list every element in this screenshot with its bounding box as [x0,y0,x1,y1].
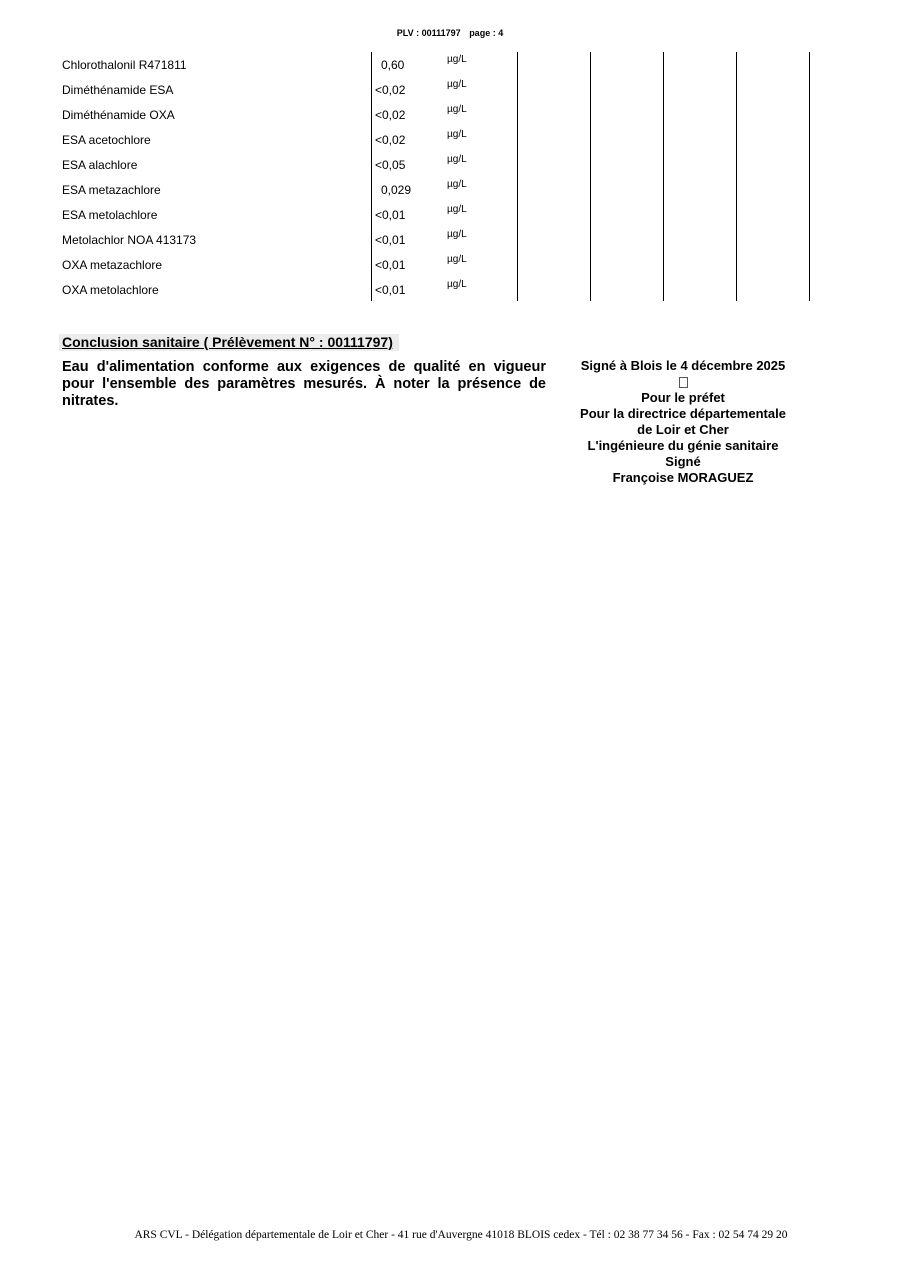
table-row [0,77,900,102]
table-row [0,202,900,227]
parameter-name: Diméthénamide ESA [62,83,174,97]
parameter-value: <0,01 [375,283,406,297]
parameter-name: OXA metazachlore [62,258,163,272]
parameter-name: ESA metazachlore [62,183,161,197]
parameter-value: 0,029 [381,183,412,197]
missing-glyph-icon [679,377,688,388]
parameter-unit: µg/L [447,54,467,65]
signature-department: de Loir et Cher [637,422,729,438]
table-row [0,52,900,77]
plv-number: PLV : 00111797 [396,28,461,38]
page-number: page : 4 [469,28,504,38]
table-row [0,277,900,302]
parameter-name: ESA acetochlore [62,133,151,147]
parameter-name: Diméthénamide OXA [62,108,175,122]
conclusion-title: Conclusion sanitaire ( Prélèvement N° : 00111797) [59,334,399,351]
table-row [0,252,900,277]
parameter-value: 0,60 [381,58,405,72]
parameter-name: Metolachlor NOA 413173 [62,233,197,247]
parameter-unit: µg/L [447,204,467,215]
parameter-value: <0,01 [375,208,406,222]
signature-place-date: Signé à Blois le 4 décembre 2025 [580,358,786,373]
parameter-name: ESA alachlore [62,158,138,172]
signature-block [565,358,801,486]
parameter-unit: µg/L [447,279,467,290]
parameter-unit: µg/L [447,229,467,240]
parameter-value: <0,02 [375,83,406,97]
parameter-value: <0,02 [375,108,406,122]
parameter-unit: µg/L [447,104,467,115]
conclusion-text: Eau d'alimentation conforme aux exigences de qualité en vigueur pour l'ensemble des paramètres mesurés. À noter la présence de nitrates. [62,359,546,409]
parameter-name: Chlorothalonil R471811 [62,58,187,72]
signature-role: L'ingénieure du génie sanitaire [587,438,779,454]
table-row [0,227,900,252]
signature-director: Pour la directrice départementale [580,406,786,422]
parameter-value: <0,02 [375,133,406,147]
parameter-name: OXA metolachlore [62,283,159,297]
parameter-value: <0,01 [375,258,406,272]
signature-prefect: Pour le préfet [641,390,725,406]
page-header [0,28,900,38]
parameter-value: <0,05 [375,158,406,172]
parameter-value: <0,01 [375,233,406,247]
parameter-unit: µg/L [447,254,467,265]
table-row [0,177,900,202]
parameter-unit: µg/L [447,129,467,140]
parameter-unit: µg/L [447,154,467,165]
page-footer: ARS CVL - Délégation départementale de Loir et Cher - 41 rue d'Auvergne 41018 BLOIS cedex - Tél : 02 38 77 34 56 - Fax : 02 54 74 29 20 [134,1229,788,1241]
signature-signed: Signé [665,454,701,470]
results-table [0,52,900,301]
parameter-unit: µg/L [447,179,467,190]
signature-name: Françoise MORAGUEZ [612,470,754,486]
table-row [0,127,900,152]
parameter-unit: µg/L [447,79,467,90]
table-row [0,152,900,177]
table-row [0,102,900,127]
parameter-name: ESA metolachlore [62,208,158,222]
